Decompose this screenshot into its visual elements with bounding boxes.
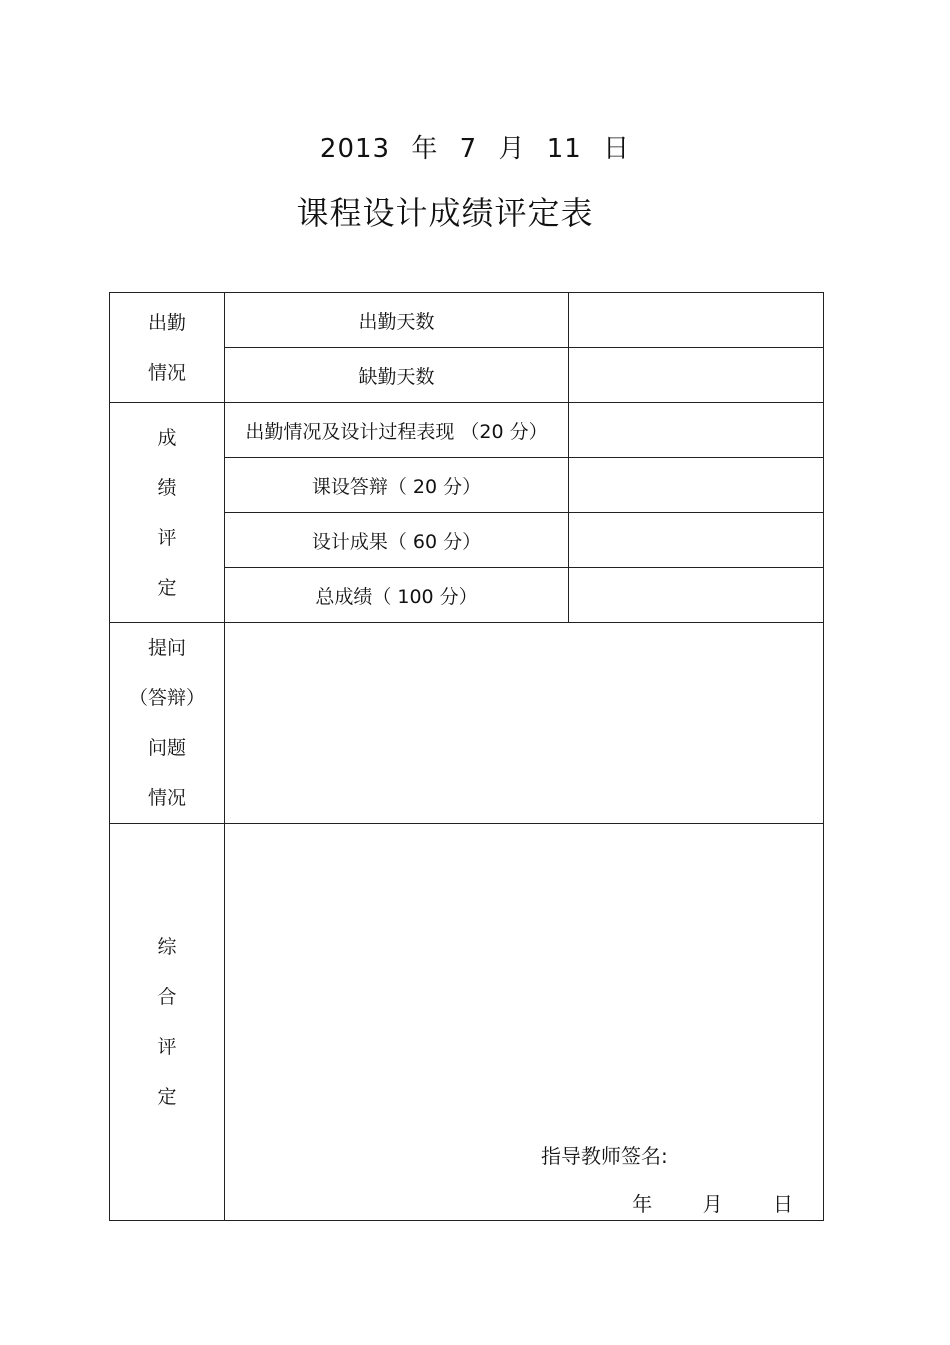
total-score-label: 总成绩（ 100 分） <box>225 568 569 623</box>
attendance-days-label: 出勤天数 <box>225 293 569 348</box>
day-unit: 日 <box>603 134 631 164</box>
signature-date <box>588 1188 793 1217</box>
month-unit: 月 <box>498 134 526 164</box>
score-label-char: 成 <box>157 426 177 449</box>
overall-label-char: 综 <box>157 936 177 958</box>
signature-date-month: 月 <box>702 1192 723 1216</box>
signature-date-year: 年 <box>632 1192 653 1216</box>
month-value: 7 <box>459 134 478 164</box>
defense-score-label: 课设答辩（ 20 分） <box>225 458 569 513</box>
score-label-char: 评 <box>157 526 177 549</box>
score-label-char: 绩 <box>157 476 177 499</box>
questions-label-line: 问题 <box>147 737 186 759</box>
overall-label-char: 合 <box>157 986 177 1008</box>
questions-label-line: 提问 <box>147 637 186 659</box>
year-unit: 年 <box>411 134 439 164</box>
overall-label-char: 定 <box>157 1086 177 1108</box>
attendance-label <box>110 293 225 403</box>
table-row <box>110 623 824 824</box>
attendance-label-line: 情况 <box>147 361 186 384</box>
table-row <box>110 293 824 348</box>
process-score-value[interactable] <box>569 403 824 458</box>
result-score-label: 设计成果（ 60 分） <box>225 513 569 568</box>
questions-label <box>110 623 225 824</box>
total-score-value[interactable] <box>569 568 824 623</box>
overall-assessment-area <box>225 824 823 1220</box>
date-line <box>0 128 950 165</box>
attendance-days-value[interactable] <box>569 293 824 348</box>
score-label <box>110 403 225 623</box>
result-score-value[interactable] <box>569 513 824 568</box>
table-row <box>110 403 824 458</box>
page-title: 课程设计成绩评定表 <box>296 194 594 232</box>
grade-form-table <box>109 292 824 1221</box>
process-score-label: 出勤情况及设计过程表现 （20 分） <box>225 403 569 458</box>
overall-label <box>110 824 225 1221</box>
overall-content[interactable] <box>225 824 824 1221</box>
questions-label-line: （答辩） <box>128 687 205 709</box>
attendance-label-line: 出勤 <box>147 311 186 334</box>
defense-score-value[interactable] <box>569 458 824 513</box>
signature-label: 指导教师签名: <box>541 1144 668 1168</box>
year-value: 2013 <box>319 134 391 164</box>
absence-days-label: 缺勤天数 <box>225 348 569 403</box>
signature-date-day: 日 <box>773 1192 793 1216</box>
questions-label-line: 情况 <box>147 787 186 809</box>
table-row <box>110 824 824 1221</box>
score-label-char: 定 <box>157 576 177 599</box>
day-value: 11 <box>546 134 582 164</box>
absence-days-value[interactable] <box>569 348 824 403</box>
overall-label-char: 评 <box>157 1036 177 1058</box>
questions-content[interactable] <box>225 623 824 824</box>
